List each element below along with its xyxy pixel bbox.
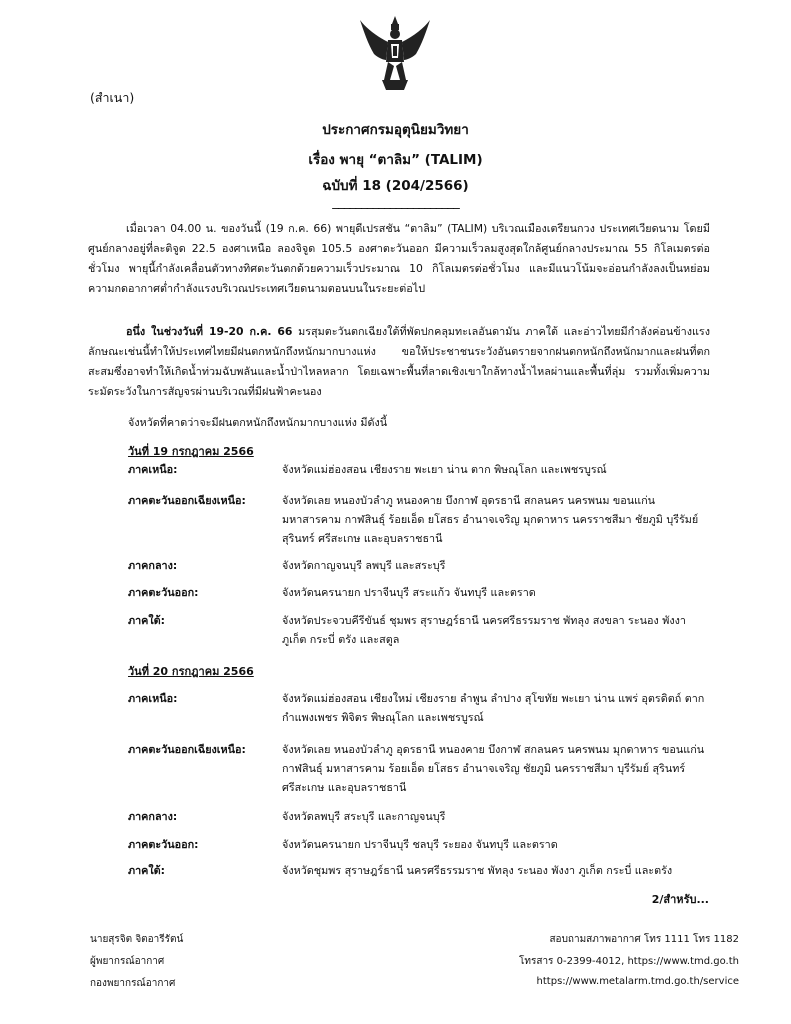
day19-provinces-north: จังหวัดแม่ฮ่องสอน เชียงราย พะเยา น่าน ตาก พิษณุโลก และเพชรบูรณ์ bbox=[282, 463, 607, 476]
paragraph-storm-status bbox=[88, 219, 710, 299]
day20-provinces-northeast: จังหวัดเลย หนองบัวลำภู อุดรธานี หนองคาย บึงกาฬ สกลนคร นครพนม มุกดาหาร ขอนแก่น กาฬสินธุ์ มหาสารคาม ร้อยเอ็ด ยโสธร อำนาจเจริญ ชัยภูมิ นครราชสีมา บุรีรัมย์ สุรินทร์ ศรีสะเกษ และอุบลราชธานี bbox=[282, 743, 705, 794]
contact-fax-website: โทรสาร 0-2399-4012, https://www.tmd.go.th bbox=[519, 956, 739, 967]
day19-provinces-east: จังหวัดนครนายก ปราจีนบุรี สระแก้ว จันทบุรี และตราด bbox=[282, 586, 536, 599]
copy-label: (สำเนา) bbox=[90, 90, 135, 105]
announcement-subject: เรื่อง พายุ “ตาลิม” (TALIM) bbox=[308, 152, 483, 168]
garuda-emblem bbox=[358, 14, 432, 94]
announcement-title: ประกาศกรมอุตุนิยมวิทยา bbox=[322, 122, 469, 138]
day20-provinces-south: จังหวัดชุมพร สุราษฎร์ธานี นครศรีธรรมราช พัทลุง ระนอง พังงา ภูเก็ต กระบี่ และตรัง bbox=[282, 864, 673, 877]
day20-region-south: ภาคใต้: bbox=[128, 864, 166, 877]
header-divider: ______________________ bbox=[332, 194, 459, 210]
signer-role: ผู้พยากรณ์อากาศ bbox=[90, 956, 165, 967]
day20-region-east: ภาคตะวันออก: bbox=[128, 838, 199, 851]
provinces-intro: จังหวัดที่คาดว่าจะมีฝนตกหนักถึงหนักมากบางแห่ง มีดังนี้ bbox=[128, 416, 388, 429]
contact-service-link[interactable]: https://www.metalarm.tmd.go.th/service bbox=[536, 976, 739, 987]
day20-provinces-central: จังหวัดลพบุรี สระบุรี และกาญจนบุรี bbox=[282, 810, 446, 823]
signer-name: นายสุรจิต จิตอารีรัตน์ bbox=[90, 934, 184, 945]
day20-provinces-north: จังหวัดแม่ฮ่องสอน เชียงใหม่ เชียงราย ลำพูน ลำปาง สุโขทัย พะเยา น่าน แพร่ อุตรดิตถ์ ตาก กำแพงเพชร พิจิตร พิษณุโลก และเพชรบูรณ์ bbox=[282, 692, 705, 724]
day19-region-south: ภาคใต้: bbox=[128, 614, 166, 627]
paragraph-storm-status-text: เมื่อเวลา 04.00 น. ของวันนี้ (19 ก.ค. 66) พายุดีเปรสชัน “ตาลิม” (TALIM) บริเวณเมืองเตรียนกวง ประเทศเวียดนาม โดยมีศูนย์กลางอยู่ที่ละติจูด 22.5 องศาเหนือ ลองจิจูด 105.5 องศาตะวันออก มีความเร็วลมสูงสุดใกล้ศูนย์กลางประมาณ 55 กิโลเมตรต่อชั่วโมง พายุนี้กำลังเคลื่อนตัวทางทิศตะวันตกด้วยความเร็วประมาณ 10 กิโลเมตรต่อชั่วโมง และมีแนวโน้มจะอ่อนกำลังลงเป็นหย่อมความกดอากาศต่ำกำลังแรงบริเวณประเทศเวียดนามตอนบนในระยะต่อไป bbox=[88, 222, 710, 295]
day19-provinces-south: จังหวัดประจวบคีรีขันธ์ ชุมพร สุราษฎร์ธานี นครศรีธรรมราช พัทลุง สงขลา ระนอง พังงา ภูเก็ต กระบี่ ตรัง และสตูล bbox=[282, 614, 686, 646]
signer-department: กองพยากรณ์อากาศ bbox=[90, 978, 176, 989]
day20-region-central: ภาคกลาง: bbox=[128, 810, 178, 823]
day-19-title: วันที่ 19 กรกฎาคม 2566 bbox=[128, 445, 254, 458]
day20-provinces-east: จังหวัดนครนายก ปราจีนบุรี ชลบุรี ระยอง จันทบุรี และตราด bbox=[282, 838, 558, 851]
day20-region-northeast: ภาคตะวันออกเฉียงเหนือ: bbox=[128, 743, 246, 756]
announcement-issue: ฉบับที่ 18 (204/2566) bbox=[322, 178, 469, 194]
day19-provinces-northeast: จังหวัดเลย หนองบัวลำภู หนองคาย บึงกาฬ อุดรธานี สกลนคร นครพนม ขอนแก่น มหาสารคาม กาฬสินธุ์ ร้อยเอ็ด ยโสธร อำนาจเจริญ มุกดาหาร นครราชสีมา ชัยภูมิ บุรีรัมย์ สุรินทร์ ศรีสะเกษ และอุบลราชธานี bbox=[282, 494, 699, 545]
day-20-title: วันที่ 20 กรกฎาคม 2566 bbox=[128, 665, 254, 678]
paragraph-monsoon-lead: อนึ่ง ในช่วงวันที่ 19-20 ก.ค. 66 bbox=[126, 325, 293, 338]
day19-region-central: ภาคกลาง: bbox=[128, 559, 178, 572]
paragraph-monsoon-warning bbox=[88, 322, 710, 402]
day19-region-north: ภาคเหนือ: bbox=[128, 463, 178, 476]
day19-region-northeast: ภาคตะวันออกเฉียงเหนือ: bbox=[128, 494, 246, 507]
day19-provinces-central: จังหวัดกาญจนบุรี ลพบุรี และสระบุรี bbox=[282, 559, 446, 572]
continued-marker: 2/สำหรับ... bbox=[651, 893, 709, 906]
paragraph-monsoon-text: มรสุมตะวันตกเฉียงใต้ที่พัดปกคลุมทะเลอันดามัน ภาคใต้ และอ่าวไทยมีกำลังค่อนข้างแรง ลักษณะเช่นนี้ทำให้ประเทศไทยมีฝนตกหนักถึงหนักมากบางแห่ง ขอให้ประชาชนระวังอันตรายจากฝนตกหนักถึงหนักมากและฝนที่ตกสะสมซึ่งอาจทำให้เกิดน้ำท่วมฉับพลันและน้ำป่าไหลหลาก โดยเฉพาะพื้นที่ลาดเชิงเขาใกล้ทางน้ำไหลผ่านและพื้นที่ลุ่ม รวมทั้งเพิ่มความระมัดระวังในการสัญจรผ่านบริเวณที่มีฝนฟ้าคะนอง bbox=[88, 325, 710, 398]
contact-phone: สอบถามสภาพอากาศ โทร 1111 โทร 1182 bbox=[549, 934, 739, 945]
day19-region-east: ภาคตะวันออก: bbox=[128, 586, 199, 599]
day20-region-north: ภาคเหนือ: bbox=[128, 692, 178, 705]
